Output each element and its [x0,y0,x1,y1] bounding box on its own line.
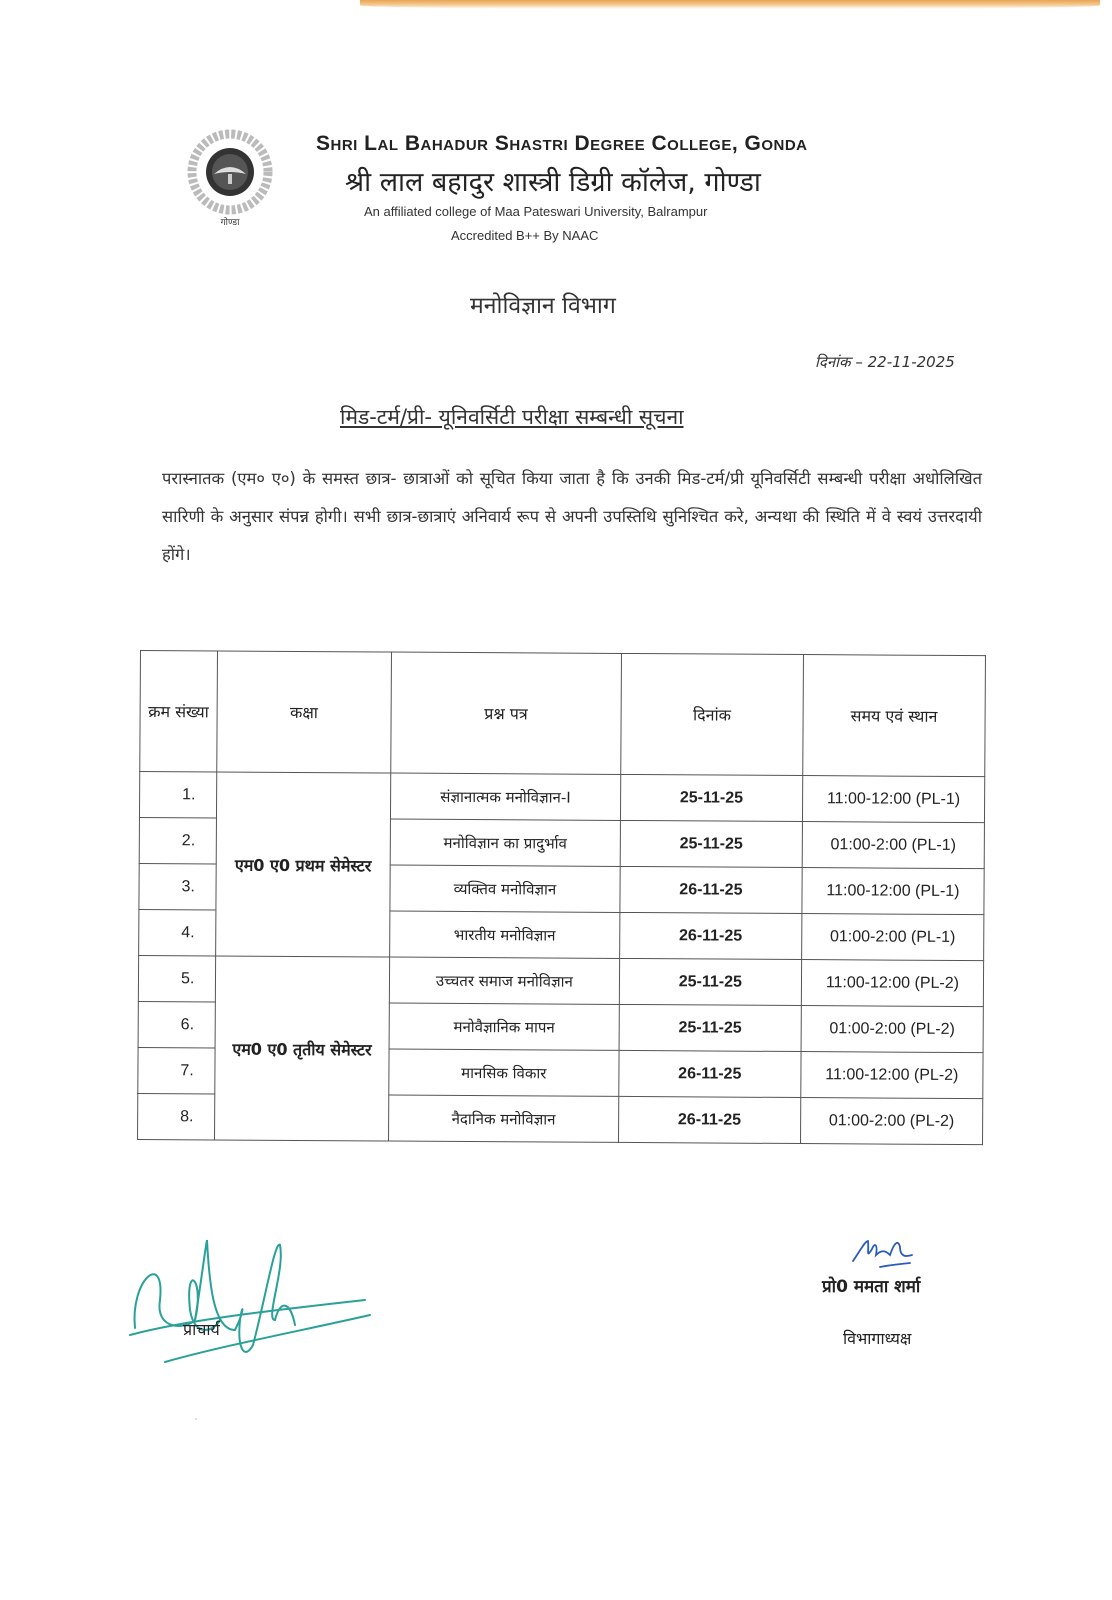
accreditation-line: Accredited B++ By NAAC [451,228,599,243]
row-date: 26-11-25 [620,866,802,913]
principal-signature-icon [125,1240,385,1370]
row-serial: 2. [139,817,216,863]
row-serial: 6. [138,1001,215,1047]
row-serial: 1. [139,772,216,818]
header-time-place: समय एवं स्थान [803,655,986,777]
row-paper: मनोवैज्ञानिक मापन [389,1003,619,1050]
header-paper: प्रश्न पत्र [391,652,622,774]
table-header-row [140,651,986,777]
affiliation-line: An affiliated college of Maa Pateswari University, Balrampur [364,204,708,219]
table-row [138,955,983,1006]
hod-signature-icon [850,1233,920,1273]
row-paper: संज्ञानात्मक मनोविज्ञान-I [390,773,620,820]
row-serial: 3. [139,863,216,909]
row-serial: 8. [138,1093,215,1139]
row-paper: व्यक्तिव मनोविज्ञान [390,865,620,912]
row-time: 01:00-2:00 (PL-1) [802,914,984,961]
exam-schedule-table [137,650,986,1145]
logo-caption: गोण्डा [220,218,240,228]
table-row [139,772,984,823]
row-paper: भारतीय मनोविज्ञान [390,911,620,958]
row-date: 25-11-25 [619,1004,801,1051]
row-time: 11:00-12:00 (PL-1) [802,868,984,915]
row-serial: 4. [139,909,216,955]
department-title: मनोविज्ञान विभाग [470,293,616,319]
row-paper: मानसिक विकार [389,1049,619,1096]
row-class: एम0 ए0 प्रथम सेमेस्टर [215,772,390,957]
row-paper: नैदानिक मनोविज्ञान [388,1095,618,1142]
header-serial: क्रम संख्या [140,651,218,772]
notice-body: परास्नातक (एम० ए०) के समस्त छात्र- छात्राओं को सूचित किया जाता है कि उनकी मिड-टर्म/प्री यूनिवर्सिटी सम्बन्धी परीक्षा अधोलिखित सारिणी के अनुसार संपन्न होगी। सभी छात्र-छात्राएं अनिवार्य रूप से अपनी उपस्तिथि सुनिश्चित करे, अन्यथा की स्थिति में वे स्वयं उत्तरदायी होंगे। [162,469,982,564]
row-time: 11:00-12:00 (PL-2) [801,960,983,1007]
hod-name: प्रो0 ममता शर्मा [822,1277,921,1297]
hod-title: विभागाध्यक्ष [843,1329,912,1348]
paper-speck [195,1418,197,1420]
row-time: 01:00-2:00 (PL-2) [800,1098,982,1145]
row-time: 11:00-12:00 (PL-2) [801,1052,983,1099]
principal-label: प्राचार्य [183,1320,220,1339]
notice-date: दिनांक – 22-11-2025 [815,353,955,371]
top-edge-strip [360,0,1100,9]
row-serial: 5. [138,955,215,1001]
row-date: 26-11-25 [619,1050,801,1097]
row-serial: 7. [138,1047,215,1093]
row-date: 25-11-25 [620,820,802,867]
college-name-hindi: श्री लाल बहादुर शास्त्री डिग्री कॉलेज, गोण्डा [345,167,761,198]
row-time: 11:00-12:00 (PL-1) [802,776,984,823]
row-class: एम0 ए0 तृतीय सेमेस्टर [214,956,389,1141]
notice-title: मिड-टर्म/प्री- यूनिवर्सिटी परीक्षा सम्बन्धी सूचना [340,405,684,429]
row-date: 26-11-25 [619,912,801,959]
row-date: 26-11-25 [618,1096,800,1143]
row-paper: मनोविज्ञान का प्रादुर्भाव [390,819,620,866]
row-date: 25-11-25 [620,774,802,821]
header-class: कक्षा [217,651,392,773]
college-name-english: Shri Lal Bahadur Shastri Degree College, Gonda [316,132,808,155]
row-time: 01:00-2:00 (PL-1) [802,822,984,869]
row-date: 25-11-25 [619,958,801,1005]
row-time: 01:00-2:00 (PL-2) [801,1006,983,1053]
header-date: दिनांक [621,653,804,775]
college-logo-icon [184,128,276,228]
row-paper: उच्चतर समाज मनोविज्ञान [389,957,619,1004]
